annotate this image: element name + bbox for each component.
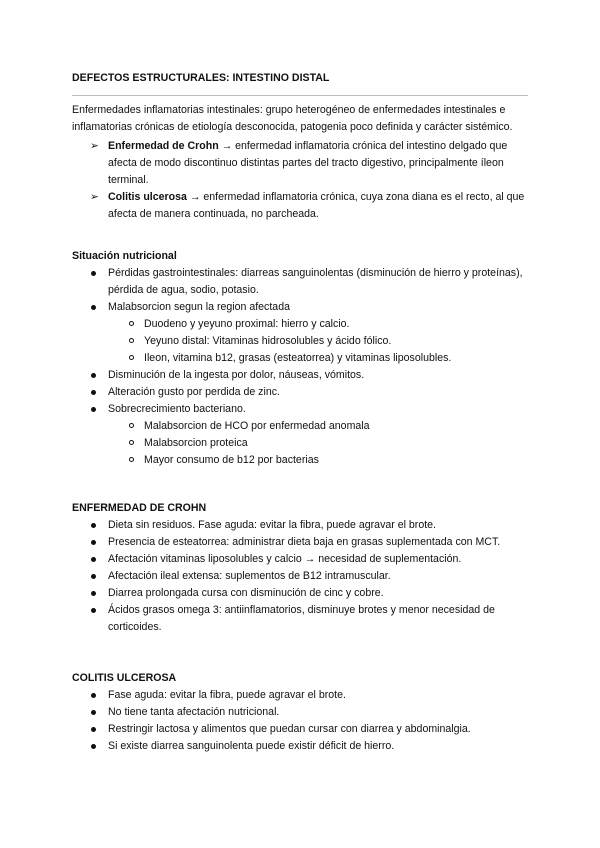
- sub-list: [108, 418, 532, 469]
- sub-item-text: Duodeno y yeyuno proximal: hierro y calcio.: [144, 318, 350, 330]
- list-item: [72, 534, 532, 551]
- list-item: [72, 367, 532, 384]
- sub-list-item: [72, 418, 532, 435]
- bullet-icon: [91, 540, 96, 545]
- sub-list-item: [72, 333, 532, 350]
- sub-item-text: Mayor consumo de b12 por bacterias: [144, 454, 319, 466]
- circle-bullet-icon: [129, 440, 134, 445]
- sub-item-text: Ileon, vitamina b12, grasas (esteatorrea) y vitaminas liposolubles.: [144, 352, 452, 364]
- list-item: [72, 602, 532, 636]
- sub-list-item: [72, 350, 532, 367]
- bullet-icon: [91, 271, 96, 276]
- bullet-icon: [91, 574, 96, 579]
- list-item-text: Si existe diarrea sanguinolenta puede existir déficit de hierro.: [108, 740, 395, 752]
- bullet-icon: [91, 305, 96, 310]
- list-item-text: Ácidos grasos omega 3: antiinflamatorios, disminuye brotes y menor necesidad de corticoides.: [108, 604, 495, 633]
- list-item-text: Fase aguda: evitar la fibra, puede agravar el brote.: [108, 689, 346, 701]
- list-item: [72, 687, 532, 704]
- arrow-bullet-icon: ➢: [90, 140, 99, 152]
- list-item-text: Afectación vitaminas liposolubles y calcio → necesidad de suplementación.: [108, 553, 462, 565]
- document-page: [72, 70, 532, 223]
- list-item-text: Malabsorcion segun la region afectada: [108, 301, 290, 313]
- bullet-icon: [91, 710, 96, 715]
- bullet-icon: [91, 727, 96, 732]
- section-nutritional-status: [72, 248, 532, 469]
- sub-item-text: Malabsorcion de HCO por enfermedad anomala: [144, 420, 370, 432]
- bullet-icon: [91, 591, 96, 596]
- list-item-text: Pérdidas gastrointestinales: diarreas sanguinolentas (disminución de hierro y proteínas), pérdida de agua, sodio, potasio.: [108, 267, 523, 296]
- section-heading: COLITIS ULCEROSA: [72, 672, 177, 684]
- circle-bullet-icon: [129, 355, 134, 360]
- list-item-text: Presencia de esteatorrea: administrar dieta baja en grasas suplementada con MCT.: [108, 536, 501, 548]
- sub-list-item: [72, 435, 532, 452]
- bullet-icon: [91, 373, 96, 378]
- bullet-list: [72, 265, 532, 469]
- list-item-text: Disminución de la ingesta por dolor, náuseas, vómitos.: [108, 369, 365, 381]
- section-crohn: [72, 500, 532, 636]
- section-heading: Situación nutricional: [72, 250, 177, 262]
- list-item: [72, 721, 532, 738]
- list-item: [72, 568, 532, 585]
- bullet-icon: [91, 557, 96, 562]
- circle-bullet-icon: [129, 338, 134, 343]
- bullet-list: [72, 517, 532, 636]
- definition-list: [72, 138, 532, 223]
- section-heading: ENFERMEDAD DE CROHN: [72, 502, 207, 514]
- sub-item-text: Malabsorcion proteica: [144, 437, 248, 449]
- bullet-icon: [91, 407, 96, 412]
- list-item: [72, 299, 532, 367]
- bullet-icon: [91, 608, 96, 613]
- definition-term: Enfermedad de Crohn: [108, 140, 219, 152]
- list-item: [72, 738, 532, 755]
- definition-text: → enfermedad inflamatoria crónica del intestino delgado que afecta de modo discontinuo distintas partes del tracto digestivo, principalmente íleon terminal.: [108, 140, 508, 186]
- list-item: [72, 517, 532, 534]
- bullet-icon: [91, 390, 96, 395]
- sub-list: [108, 316, 532, 367]
- list-item-text: Diarrea prolongada cursa con disminución de cinc y cobre.: [108, 587, 384, 599]
- definition-term: Colitis ulcerosa: [108, 191, 187, 203]
- list-item-text: Afectación ileal extensa: suplementos de B12 intramuscular.: [108, 570, 391, 582]
- sub-list-item: [72, 452, 532, 469]
- circle-bullet-icon: [129, 457, 134, 462]
- list-item: [72, 384, 532, 401]
- sub-item-text: Yeyuno distal: Vitaminas hidrosolubles y ácido fólico.: [144, 335, 392, 347]
- definition-text: → enfermedad inflamatoria crónica, cuya zona diana es el recto, al que afecta de manera continuada, no parcheada.: [108, 191, 525, 220]
- section-colitis: [72, 670, 532, 755]
- list-item: [72, 265, 532, 299]
- bullet-icon: [91, 744, 96, 749]
- definition-item: [72, 138, 532, 189]
- list-item-text: Dieta sin residuos. Fase aguda: evitar la fibra, puede agravar el brote.: [108, 519, 437, 531]
- list-item-text: Sobrecrecimiento bacteriano.: [108, 403, 246, 415]
- circle-bullet-icon: [129, 423, 134, 428]
- bullet-icon: [91, 523, 96, 528]
- list-item-text: No tiene tanta afectación nutricional.: [108, 706, 280, 718]
- circle-bullet-icon: [129, 321, 134, 326]
- definition-item: [72, 189, 532, 223]
- list-item-text: Alteración gusto por perdida de zinc.: [108, 386, 280, 398]
- intro-paragraph: Enfermedades inflamatorias intestinales: grupo heterogéneo de enfermedades intestinales e inflamatorias crónicas de etiología desconocida, patogenia poco definida y carácter sistémico.: [72, 104, 513, 133]
- arrow-bullet-icon: ➢: [90, 191, 99, 203]
- list-item: [72, 585, 532, 602]
- list-item: [72, 551, 532, 568]
- title-divider: [72, 95, 528, 96]
- sub-list-item: [72, 316, 532, 333]
- document-title: DEFECTOS ESTRUCTURALES: INTESTINO DISTAL: [72, 72, 330, 84]
- bullet-icon: [91, 693, 96, 698]
- list-item: [72, 401, 532, 469]
- list-item: [72, 704, 532, 721]
- bullet-list: [72, 687, 532, 755]
- list-item-text: Restringir lactosa y alimentos que puedan cursar con diarrea y abdominalgia.: [108, 723, 471, 735]
